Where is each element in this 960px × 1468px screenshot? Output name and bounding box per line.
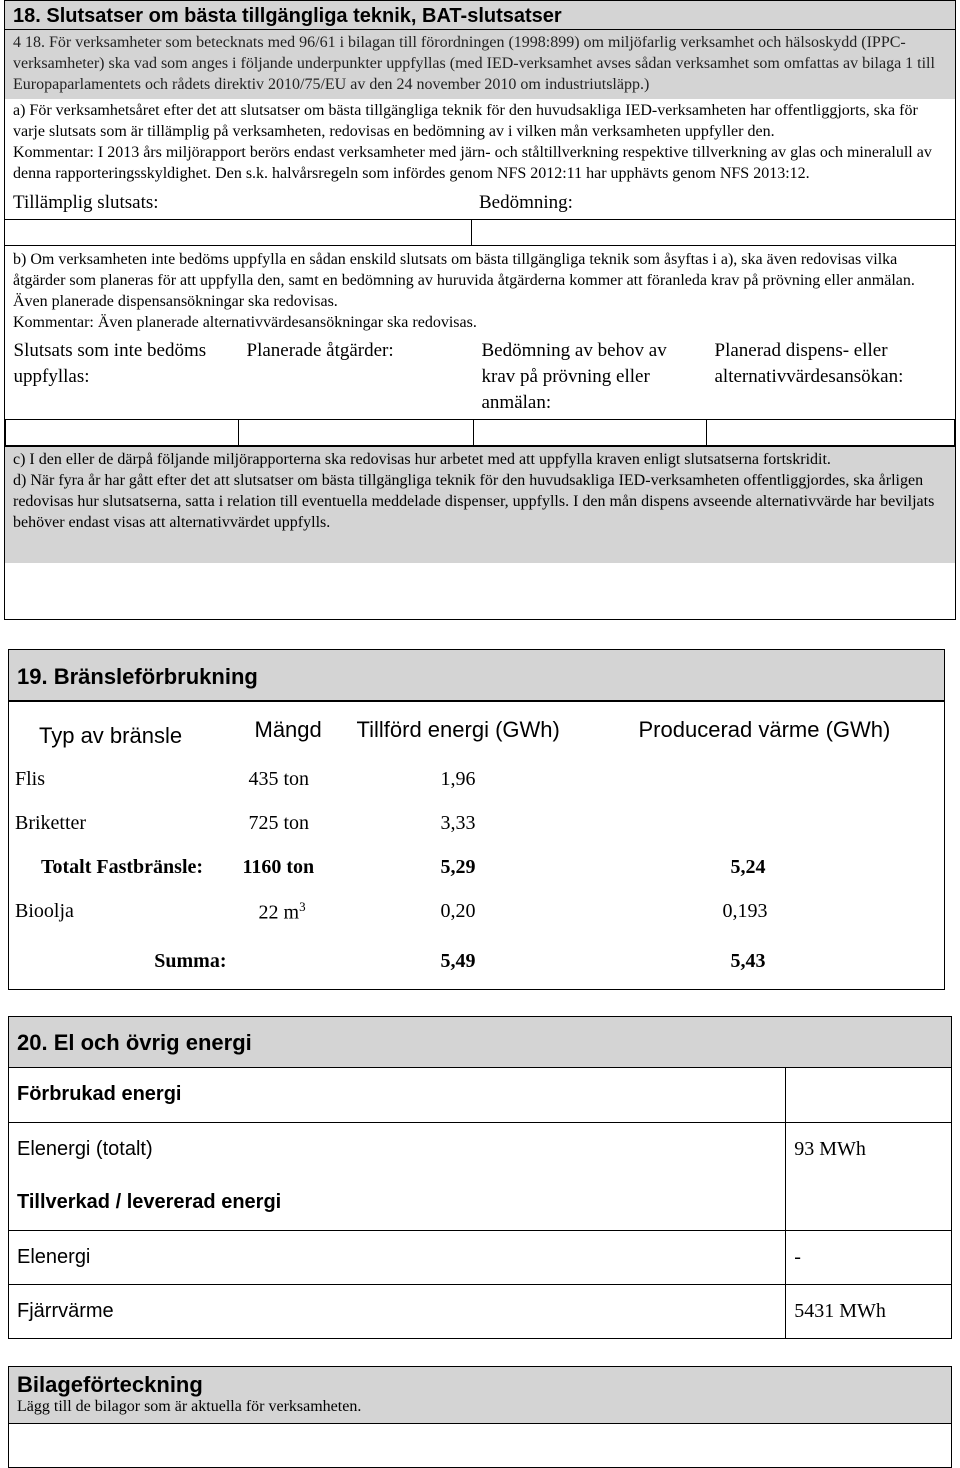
fuel-amount: 435 ton xyxy=(248,768,310,790)
table-row-sum xyxy=(9,934,945,990)
fuel-energy: 3,33 xyxy=(440,812,476,834)
fuel-energy: 0,20 xyxy=(440,900,476,922)
fuel-energy: 5,29 xyxy=(440,856,476,878)
produced-heading-value xyxy=(786,1176,952,1230)
section-18-c-text: c) I den eller de därpå följande miljörapporterna ska redovisas hur arbetet med att uppfylla kraven enligt slutsatserna fortskridit. xyxy=(13,451,831,468)
col-planned-dispensation: Planerad dispens- eller alternativvärdesansökan: xyxy=(714,340,904,387)
consumed-label: Elenergi (totalt) xyxy=(9,1122,786,1176)
header-fuel-type: Typ av bränsle xyxy=(39,722,183,748)
section-18 xyxy=(4,0,956,620)
section-19-title: 19. Bränsleförbrukning xyxy=(8,649,945,701)
produced-label: Fjärrvärme xyxy=(9,1284,786,1338)
table-row xyxy=(9,1230,952,1284)
col-need-assessment: Bedömning av behov av krav på prövning eller anmälan: xyxy=(481,340,667,413)
fuel-type: Briketter xyxy=(15,812,87,834)
section-18-d-text: d) När fyra år har gått efter det att slutsatser om bästa tillgängliga teknik för den huvudsakliga IED-verksamheten offentliggjordes, ska årligen redovisas hur slutsatserna, satta i relation till eventuella meddelade dispenser, uppfylls. I den mån dispens avseende alternativvärde har beviljats behöver endast visas att alternativvärdet uppfylls. xyxy=(13,472,935,531)
fuel-amount xyxy=(233,890,345,934)
cell-assessment-input[interactable] xyxy=(471,220,955,246)
section-18-a-text: a) För verksamhetsåret efter det att slutsatser om bästa tillgängliga teknik för den huvudsakliga IED-verksamheten har offentliggjorts, ska för varje slutsats som är tillämplig på verksamheten, redovisas en bedömning av i vilken mån verksamheten uppfyller den. xyxy=(13,102,918,140)
table-row xyxy=(9,758,945,802)
section-18-title: 18. Slutsatser om bästa tillgängliga teknik, BAT-slutsatser xyxy=(5,1,955,30)
table-row xyxy=(9,1284,952,1338)
fuel-energy: 1,96 xyxy=(440,768,476,790)
fuel-heat xyxy=(609,802,945,846)
col-planned-measures: Planerade åtgärder: xyxy=(246,340,394,361)
section-20 xyxy=(8,1016,952,1342)
table-row xyxy=(9,802,945,846)
fuel-type: Totalt Fastbränsle: xyxy=(41,856,204,878)
attachments-input[interactable] xyxy=(9,1424,951,1468)
fuel-heat: 5,24 xyxy=(730,856,766,878)
sum-heat: 5,43 xyxy=(730,949,766,972)
fuel-heat xyxy=(609,758,945,802)
section-19 xyxy=(8,649,945,987)
table-row-total xyxy=(9,846,945,890)
fuel-type: Bioolja xyxy=(15,900,74,922)
produced-heading: Tillverkad / levererad energi xyxy=(9,1176,786,1230)
energy-table xyxy=(8,1068,952,1339)
fuel-amount: 725 ton xyxy=(248,812,310,834)
attachments-section xyxy=(8,1366,952,1468)
table-a xyxy=(5,187,955,246)
fuel-type: Flis xyxy=(15,768,46,790)
cell-need-assessment-input[interactable] xyxy=(474,420,707,446)
sum-amount xyxy=(233,934,345,990)
consumed-heading-value xyxy=(786,1068,952,1122)
header-amount: Mängd xyxy=(254,716,322,742)
header-supplied-energy: Tillförd energi (GWh) xyxy=(356,716,560,742)
produced-value: - xyxy=(786,1230,952,1284)
sum-energy: 5,49 xyxy=(440,949,476,972)
table-row xyxy=(9,1122,952,1176)
fuel-amount: 1160 ton xyxy=(242,856,315,878)
cell-planned-dispensation-input[interactable] xyxy=(707,420,955,446)
cell-applicable-input[interactable] xyxy=(5,220,471,246)
fuel-amount-value: 22 m xyxy=(258,901,300,924)
fuel-heat: 0,193 xyxy=(722,900,768,922)
section-18-b-text: b) Om verksamheten inte bedöms uppfylla en sådan enskild slutsats om bästa tillgängliga teknik som åsyftas i a), ska även redovisas vilka åtgärder som planeras för att uppfylla den, samt en bedömning av huruvida åtgärderna kommer att föranleda krav på prövning eller anmälan. Även planerade dispensansökningar ska redovisas. xyxy=(13,251,915,310)
consumed-heading: Förbrukad energi xyxy=(9,1068,786,1122)
cell-not-fulfilled-input[interactable] xyxy=(6,420,239,446)
col-assessment: Bedömning: xyxy=(479,192,573,213)
attachments-header xyxy=(9,1367,951,1424)
section-18-intro: 4 18. För verksamheter som betecknats med 96/61 i bilagan till förordningen (1998:899) om miljöfarlig verksamhet och hälsoskydd (IPPC-verksamheter) ska vad som anges i följande underpunkter uppfyllas (med IED-verksamhet avses sådan verksamhet som omfattas av bilaga 1 till Europaparlamentets och rådets direktiv 2010/75/EU av den 24 november 2010 om industriutsläpp.) xyxy=(5,30,955,99)
cell-planned-measures-input[interactable] xyxy=(239,420,474,446)
fuel-table xyxy=(8,701,945,990)
header-produced-heat: Producerad värme (GWh) xyxy=(638,716,891,742)
attachments-subtitle: Lägg till de bilagor som är aktuella för verksamheten. xyxy=(17,1398,362,1415)
table-b xyxy=(5,335,955,446)
section-20-title: 20. El och övrig energi xyxy=(8,1016,952,1068)
col-not-fulfilled: Slutsats som inte bedöms uppfyllas: xyxy=(13,340,207,387)
col-applicable: Tillämplig slutsats: xyxy=(13,192,159,213)
section-18-b-comment: Kommentar: Även planerade alternativvärdesansökningar ska redovisas. xyxy=(13,314,477,331)
sum-label: Summa: xyxy=(154,949,227,972)
fuel-amount-exponent: 3 xyxy=(299,898,306,914)
table-row xyxy=(9,890,945,934)
section-18-a-comment: Kommentar: I 2013 års miljörapport berörs endast verksamheter med järn- och ståltillverkning respektive tillverkning av glas och mineralull av denna rapporteringsskyldighet. Den s.k. halvårsregeln som infördes genom NFS 2012:11 har upphävts genom NFS 2013:12. xyxy=(13,144,932,182)
produced-label: Elenergi xyxy=(9,1230,786,1284)
produced-value: 5431 MWh xyxy=(786,1284,952,1338)
attachments-title: Bilageförteckning xyxy=(17,1372,203,1397)
consumed-value: 93 MWh xyxy=(786,1122,952,1176)
